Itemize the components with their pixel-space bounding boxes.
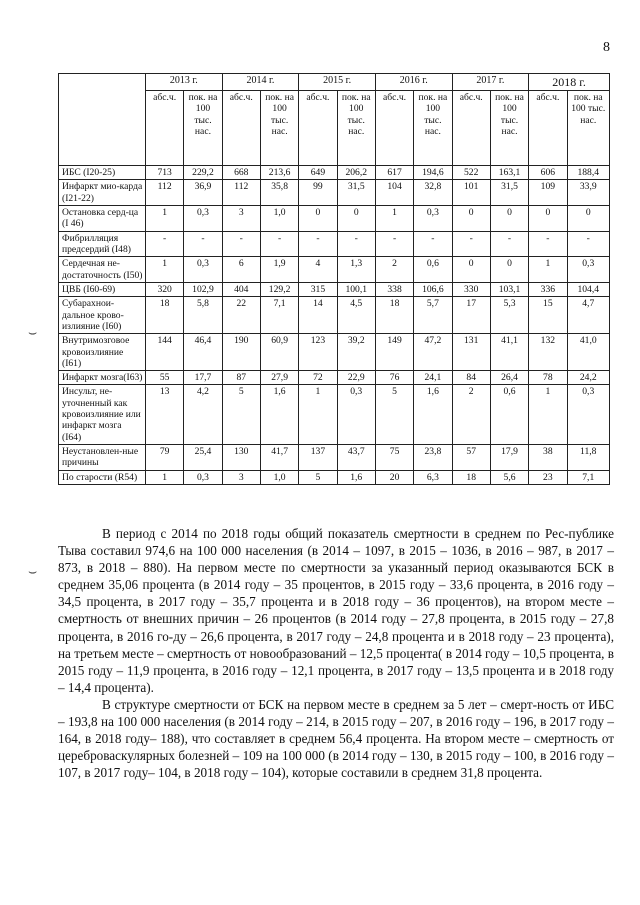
table-cell: 0,3 [184,470,222,484]
table-cell: 39,2 [337,334,375,371]
table-cell: 22 [222,297,260,334]
table-cell: - [145,231,183,257]
table-cell: 24,1 [414,371,452,385]
row-label: Инфаркт мио-карда (I21-22) [59,180,146,206]
table-cell: 0 [529,206,567,232]
table-cell: 15 [529,297,567,334]
table-cell: 149 [375,334,413,371]
table-cell: 1 [375,206,413,232]
table-row [59,282,610,296]
table-cell: 713 [145,166,183,180]
table-cell: 41,7 [260,445,298,471]
table-cell: 0 [337,206,375,232]
table-cell: 112 [222,180,260,206]
table-cell: 5 [375,385,413,445]
table-cell: 315 [299,282,337,296]
table-subheader: пок. на 100 тыс. нас. [567,91,610,166]
table-cell: 57 [452,445,490,471]
table-cell: 229,2 [184,166,222,180]
table-cell: 190 [222,334,260,371]
table-cell: 2 [452,385,490,445]
table-cell: 6 [222,257,260,283]
table-row [59,371,610,385]
table-subheader: пок. на 100 тыс. нас. [260,91,298,166]
table-cell: 606 [529,166,567,180]
table-cell: 188,4 [567,166,610,180]
table-cell: 1,0 [260,470,298,484]
table-cell: 131 [452,334,490,371]
table-cell: 13 [145,385,183,445]
table-cell: - [260,231,298,257]
table-cell: 206,2 [337,166,375,180]
table-cell: 1 [529,257,567,283]
table-row [59,166,610,180]
table-cell: 4 [299,257,337,283]
table-cell: 41,0 [567,334,610,371]
table-subheader: абс.ч. [299,91,337,166]
table-cell: - [337,231,375,257]
row-label: Остановка серд-ца (I 46) [59,206,146,232]
table-row [59,385,610,445]
table-cell: 78 [529,371,567,385]
table-cell: 163,1 [490,166,528,180]
table-cell: 5 [299,470,337,484]
table-cell: 109 [529,180,567,206]
table-subheader: пок. на 100 тыс. нас. [414,91,452,166]
table-cell: - [184,231,222,257]
table-subheader: абс.ч. [145,91,183,166]
table-corner-cell [59,74,146,166]
table-year-header: 2017 г. [452,74,529,91]
table-cell: 17,9 [490,445,528,471]
table-cell: 47,2 [414,334,452,371]
table-cell: - [222,231,260,257]
table-cell: 0,3 [414,206,452,232]
table-cell: 55 [145,371,183,385]
table-cell: 5,8 [184,297,222,334]
table-cell: 0,3 [337,385,375,445]
table-cell: 5,6 [490,470,528,484]
table-year-header: 2016 г. [375,74,452,91]
table-cell: 7,1 [567,470,610,484]
table-cell: 129,2 [260,282,298,296]
table-cell: 123 [299,334,337,371]
page-number: 8 [603,40,610,55]
table-cell: 0 [452,206,490,232]
table-cell: 1,9 [260,257,298,283]
table-cell: 1,6 [414,385,452,445]
table-cell: 1 [529,385,567,445]
table-cell: - [414,231,452,257]
table-cell: 1 [299,385,337,445]
table-cell: 100,1 [337,282,375,296]
table-cell: 104,4 [567,282,610,296]
table-year-row [59,74,610,91]
table-subheader: пок. на 100 тыс. нас. [184,91,222,166]
table-cell: 17 [452,297,490,334]
table-cell: 104 [375,180,413,206]
table-cell: 522 [452,166,490,180]
row-label: Инфаркт мозга(I63) [59,371,146,385]
table-cell: 72 [299,371,337,385]
table-cell: 137 [299,445,337,471]
table-cell: 0 [490,206,528,232]
table-cell: 330 [452,282,490,296]
table-cell: 14 [299,297,337,334]
table-cell: 1,0 [260,206,298,232]
table-cell: 3 [222,470,260,484]
table-cell: 41,1 [490,334,528,371]
table-cell: 24,2 [567,371,610,385]
paragraph: В структуре смертности от БСК на первом месте в среднем за 5 лет – смерт-ность от ИБС – 193,8 на 100 000 населения (в 2014 году – 214, в 2015 году – 207, в 2016 году – 196, в 2017 году – 164, в 2018 году– 188), что составляет в среднем 56,4 процента. На втором месте – смертность от цереброваскулярных болезней – 109 на 100 000 (в 2014 году – 130, в 2015 году – 100, в 2016 году – 107, в 2017 году– 104, в 2018 году – 104), которые составили в среднем 31,8 процента. [58,696,614,781]
table-cell: 338 [375,282,413,296]
table-cell: 6,3 [414,470,452,484]
table-row [59,180,610,206]
table-cell: 5,3 [490,297,528,334]
table-cell: 22,9 [337,371,375,385]
table-cell: 0,6 [414,257,452,283]
table-cell: 60,9 [260,334,298,371]
table-year-header: 2018 г. [529,74,610,91]
table-cell: 106,6 [414,282,452,296]
table-cell: 23,8 [414,445,452,471]
table-cell: 84 [452,371,490,385]
table-cell: - [490,231,528,257]
table-cell: 101 [452,180,490,206]
margin-mark: ⌣ [28,565,38,580]
table-cell: 0,3 [184,206,222,232]
row-label: Субарахнои-дальное крово-излияние (I60) [59,297,146,334]
row-label: ЦВБ (I60-69) [59,282,146,296]
table-cell: - [299,231,337,257]
table-cell: 1 [145,206,183,232]
table-cell: 1,6 [337,470,375,484]
table-cell: 79 [145,445,183,471]
table-cell: 5,7 [414,297,452,334]
table-cell: 194,6 [414,166,452,180]
row-label: Внутримозговое кровоизлияние (I61) [59,334,146,371]
table-cell: 320 [145,282,183,296]
table-cell: 20 [375,470,413,484]
row-label: Инсульт, не-уточненный как кровоизлияние или инфаркт мозга (I64) [59,385,146,445]
table-subheader: пок. на 100 тыс. нас. [337,91,375,166]
table-cell: - [529,231,567,257]
table-cell: 1,6 [260,385,298,445]
table-cell: 38 [529,445,567,471]
table-cell: 17,7 [184,371,222,385]
table-cell: 31,5 [337,180,375,206]
table-row [59,231,610,257]
table-cell: 3 [222,206,260,232]
table-cell: 0,6 [490,385,528,445]
row-label: Сердечная не-достаточность (I50) [59,257,146,283]
table-cell: 4,2 [184,385,222,445]
table-cell: 0 [490,257,528,283]
table-cell: 18 [145,297,183,334]
table-year-header: 2015 г. [299,74,376,91]
table-cell: 75 [375,445,413,471]
table-cell: 102,9 [184,282,222,296]
table-cell: 1,3 [337,257,375,283]
table-cell: 617 [375,166,413,180]
table-row [59,257,610,283]
table-cell: 18 [375,297,413,334]
table-cell: 27,9 [260,371,298,385]
table-cell: 31,5 [490,180,528,206]
table-cell: 668 [222,166,260,180]
table-cell: 0 [567,206,610,232]
table-cell: 404 [222,282,260,296]
table-cell: 5 [222,385,260,445]
table-cell: 132 [529,334,567,371]
table-year-header: 2014 г. [222,74,299,91]
table-cell: 0,3 [567,385,610,445]
table-row [59,297,610,334]
table-cell: 46,4 [184,334,222,371]
table-subheader: абс.ч. [529,91,567,166]
table-cell: 7,1 [260,297,298,334]
table-cell: 649 [299,166,337,180]
table-cell: 2 [375,257,413,283]
table-cell: 76 [375,371,413,385]
table-cell: 112 [145,180,183,206]
table-row [59,445,610,471]
table-cell: - [375,231,413,257]
table-cell: 87 [222,371,260,385]
table-row [59,470,610,484]
table-cell: 4,7 [567,297,610,334]
table-cell: 33,9 [567,180,610,206]
table-cell: 144 [145,334,183,371]
table-cell: - [567,231,610,257]
table-cell: 0 [452,257,490,283]
table-cell: 1 [145,470,183,484]
table-cell: 1 [145,257,183,283]
paragraph: В период с 2014 по 2018 годы общий показатель смертности в среднем по Рес-публике Тыва составил 974,6 на 100 000 населения (в 2014 – 1097, в 2015 – 1036, в 2016 – 987, в 2017 – 873, в 2018 – 880). На первом месте по смертности за указанный период оказываются БСК в среднем 35,06 процента (в 2014 году – 35 процентов, в 2015 году – 33,6 процента, в 2016 году – 34,5 процента, в 2017 году – 35,7 процента и в 2018 году – 36 процентов), на втором месте – смертность от внешних причин – 26 процентов (в 2014 году – 27,8 процента, в 2015 году – 27,8 процента, в 2016 го-ду – 26,6 процента, в 2017 году – 24,8 процента и в 2018 году – 23 процента), на третьем месте – смертность от новообразований – 12,5 процента( в 2014 году – 10,5 процента, в 2015 году – 11,9 процента, в 2016 году – 12,1 процента, в 2017 году – 13,5 процента и в 2018 году – 14,4 процента). [58,526,614,695]
table-cell: 35,8 [260,180,298,206]
table-cell: 23 [529,470,567,484]
table-cell: 103,1 [490,282,528,296]
table-cell: 0,3 [184,257,222,283]
row-label: ИБС (I20-25) [59,166,146,180]
table-cell: 130 [222,445,260,471]
table-cell: 25,4 [184,445,222,471]
table-cell: 99 [299,180,337,206]
table-subheader: абс.ч. [375,91,413,166]
table-cell: 36,9 [184,180,222,206]
table-cell: 26,4 [490,371,528,385]
table-subheader: пок. на 100 тыс. нас. [490,91,528,166]
table-cell: 336 [529,282,567,296]
table-year-header: 2013 г. [145,74,222,91]
table-row [59,206,610,232]
margin-mark: ⌣ [28,326,38,341]
table-cell: 18 [452,470,490,484]
table-subheader: абс.ч. [452,91,490,166]
body-text [58,525,614,781]
table-body [59,166,610,485]
table-cell: 0,3 [567,257,610,283]
table-cell: 4,5 [337,297,375,334]
row-label: Фибрилляция предсердий (I48) [59,231,146,257]
table-cell: 0 [299,206,337,232]
mortality-table [58,73,610,485]
table-subheader: абс.ч. [222,91,260,166]
table-cell: 11,8 [567,445,610,471]
row-label: По старости (R54) [59,470,146,484]
table-row [59,334,610,371]
table-cell: 43,7 [337,445,375,471]
table-cell: 213,6 [260,166,298,180]
table-cell: - [452,231,490,257]
table-cell: 32,8 [414,180,452,206]
row-label: Неустановлен-ные причины [59,445,146,471]
